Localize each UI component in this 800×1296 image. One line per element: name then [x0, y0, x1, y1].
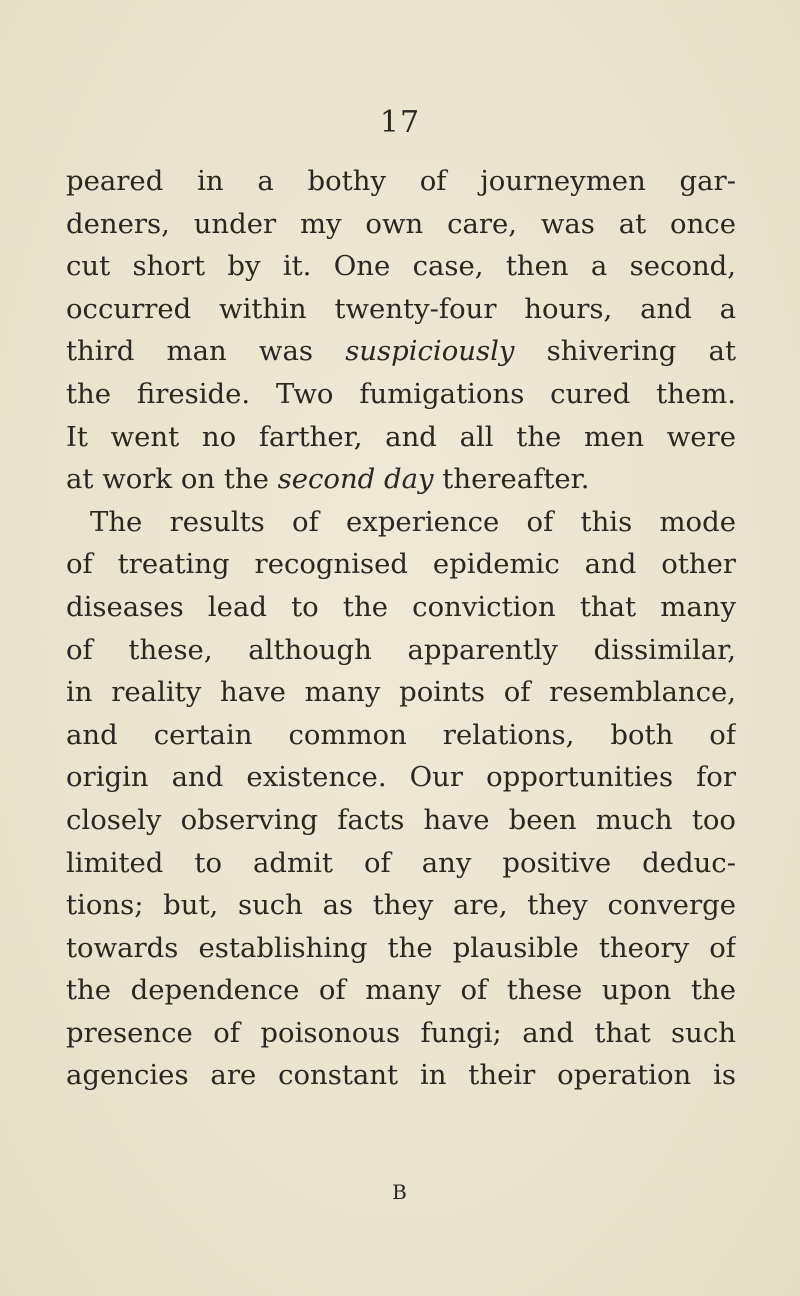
text-segment: third man was: [66, 335, 346, 368]
text-segment: shivering at: [514, 335, 736, 368]
text-line: presence of poisonous fungi; and that such: [66, 1016, 736, 1049]
text-segment: at work on the: [66, 463, 278, 496]
text-line: tions; but, such as they are, they converge: [66, 889, 736, 922]
text-line: occurred within twenty-four hours, and a: [66, 292, 736, 325]
text-line: deners, under my own care, was at once: [66, 207, 736, 240]
text-line: and certain common relations, both of: [66, 718, 736, 751]
text-line: of these, although apparently dissimilar,: [66, 633, 736, 666]
text-line: peared in a bothy of journeymen gar-: [66, 165, 736, 197]
text-line: the dependence of many of these upon the: [66, 974, 736, 1007]
body-text: [66, 160, 736, 1097]
text-line: of treating recognised epidemic and other: [66, 548, 736, 581]
text-segment: thereafter.: [433, 463, 590, 496]
text-line: limited to admit of any positive deduc-: [66, 846, 736, 879]
text-line: diseases lead to the conviction that many: [66, 590, 736, 623]
text-line: [66, 330, 736, 373]
text-line: The results of experience of this mode: [90, 505, 736, 538]
italic-emphasis: suspiciously: [345, 335, 515, 368]
text-line: towards establishing the plausible theory of: [66, 931, 736, 964]
page-number: 17: [379, 105, 421, 140]
text-line: the fireside. Two fumigations cured them.: [66, 377, 736, 410]
text-line: closely observing facts have been much too: [66, 803, 736, 836]
signature-mark: B: [392, 1180, 408, 1204]
text-line: [66, 458, 736, 501]
text-line: origin and existence. Our opportunities for: [66, 761, 736, 794]
text-line: agencies are constant in their operation is: [66, 1059, 736, 1092]
italic-emphasis: second day: [277, 463, 434, 496]
text-line: in reality have many points of resemblance,: [66, 676, 736, 709]
text-line: It went no farther, and all the men were: [66, 420, 736, 453]
text-line: cut short by it. One case, then a second,: [66, 250, 736, 283]
